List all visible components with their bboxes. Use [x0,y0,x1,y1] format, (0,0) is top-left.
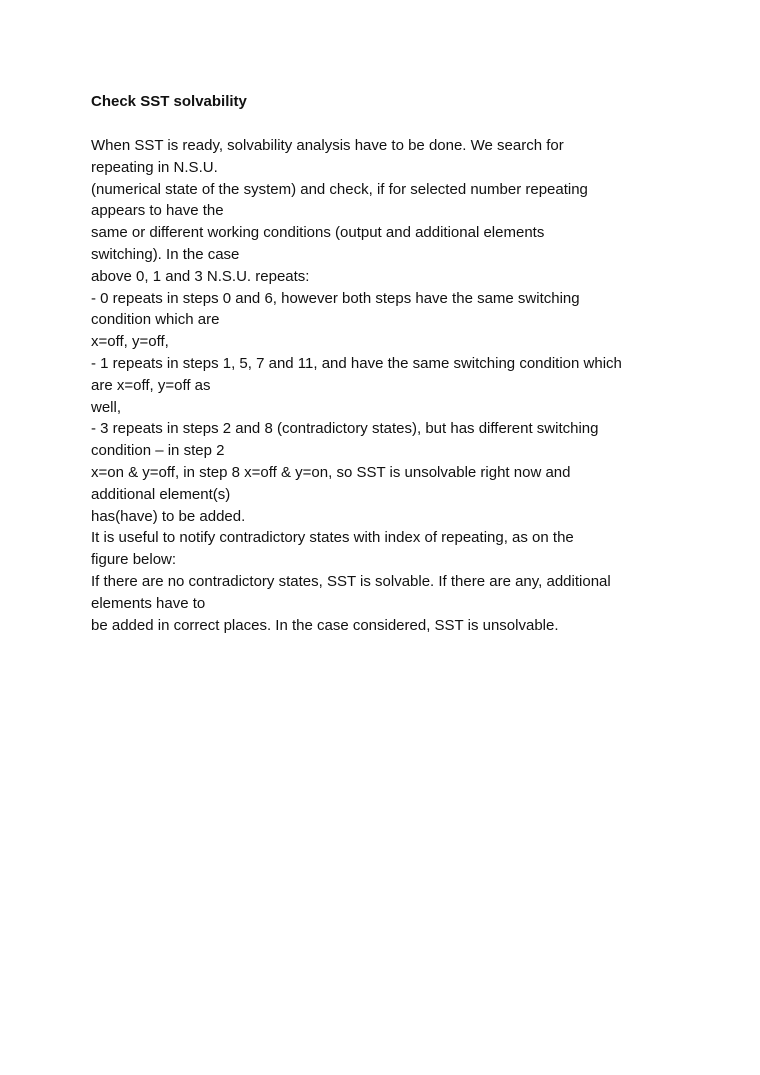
section-heading: Check SST solvability [91,93,247,110]
text-line: - 0 repeats in steps 0 and 6, however both steps have the same switching [91,289,580,307]
text-line: additional element(s) [91,485,231,503]
text-line: switching). In the case [91,245,240,263]
text-line: condition – in step 2 [91,442,225,460]
text-line: repeating in N.S.U. [91,158,218,176]
body-text [91,135,691,636]
text-line: figure below: [91,551,177,569]
text-line: condition which are [91,311,220,329]
text-line: - 1 repeats in steps 1, 5, 7 and 11, and have the same switching condition which [91,354,622,372]
text-line: When SST is ready, solvability analysis have to be done. We search for [91,137,564,154]
text-line: - 3 repeats in steps 2 and 8 (contradictory states), but has different switching [91,420,599,438]
text-line: If there are no contradictory states, SST is solvable. If there are any, additional [91,572,611,590]
text-line: x=on & y=off, in step 8 x=off & y=on, so SST is unsolvable right now and [91,463,571,481]
text-line: x=off, y=off, [91,333,169,351]
text-line: elements have to [91,594,206,612]
text-line: well, [91,398,122,416]
text-line: be added in correct places. In the case considered, SST is unsolvable. [91,616,559,634]
text-line: same or different working conditions (output and additional elements [91,224,545,242]
document-content [91,91,691,636]
text-line: are x=off, y=off as [91,376,211,394]
text-line: appears to have the [91,202,224,220]
paragraph-spacer [91,113,691,135]
text-line: (numerical state of the system) and check, if for selected number repeating [91,180,588,198]
text-line: has(have) to be added. [91,507,246,525]
text-line: It is useful to notify contradictory states with index of repeating, as on the [91,529,574,547]
text-line: above 0, 1 and 3 N.S.U. repeats: [91,267,310,285]
